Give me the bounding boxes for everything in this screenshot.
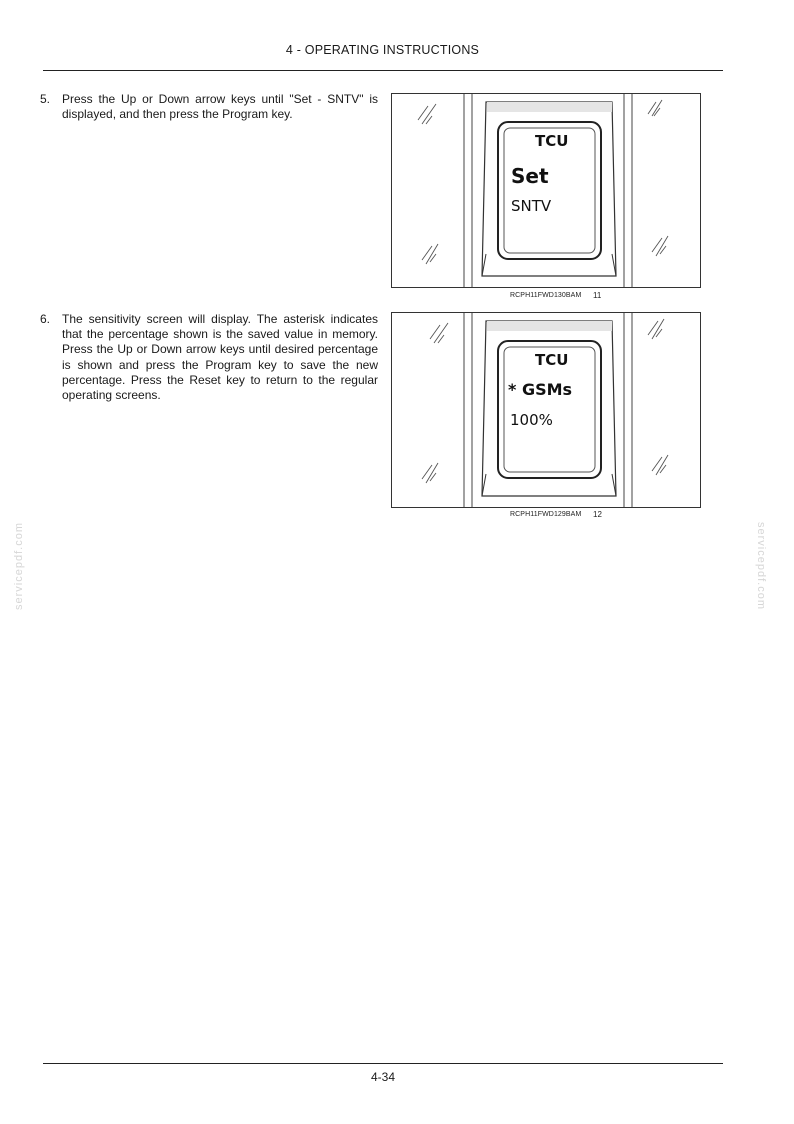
watermark-right: servicepdf.com: [754, 522, 767, 610]
step-number: 6.: [40, 312, 51, 326]
step-text: Press the Up or Down arrow keys until "Set - SNTV" is displayed, and then press the Program key.: [62, 92, 378, 122]
figure-number: 12: [593, 510, 602, 519]
footer-rule: [43, 1063, 723, 1064]
watermark-left: servicepdf.com: [12, 522, 25, 610]
header-rule: [43, 70, 723, 71]
figure-11-display-panel: [391, 93, 701, 288]
screen-line-3: SNTV: [511, 197, 552, 215]
screen-line-3: 100%: [510, 411, 553, 429]
display-illustration: [392, 313, 700, 507]
screen-line-1: TCU: [535, 132, 569, 150]
step-number: 5.: [40, 92, 51, 106]
figure-number: 11: [593, 291, 602, 300]
figure-caption: RCPH11FWD129BAM: [510, 511, 582, 518]
screen-line-1: TCU: [535, 351, 569, 369]
step-6: [40, 312, 378, 403]
screen-line-2: * GSMs: [508, 380, 573, 399]
page-number: 4-34: [370, 1070, 396, 1084]
step-text: The sensitivity screen will display. The asterisk indicates that the percentage shown is the saved value in memory. Press the Up or Down arrow keys until desired percentage is shown and press the Program key to save the new percentage. Press the Reset key to return to the regular operating screens.: [62, 312, 378, 403]
display-illustration: [392, 94, 700, 287]
step-5: [40, 92, 378, 122]
figure-12-display-panel: [391, 312, 701, 508]
screen-line-2: Set: [511, 164, 549, 188]
page-header-title: 4 - OPERATING INSTRUCTIONS: [285, 43, 480, 57]
figure-caption: RCPH11FWD130BAM: [510, 292, 582, 299]
